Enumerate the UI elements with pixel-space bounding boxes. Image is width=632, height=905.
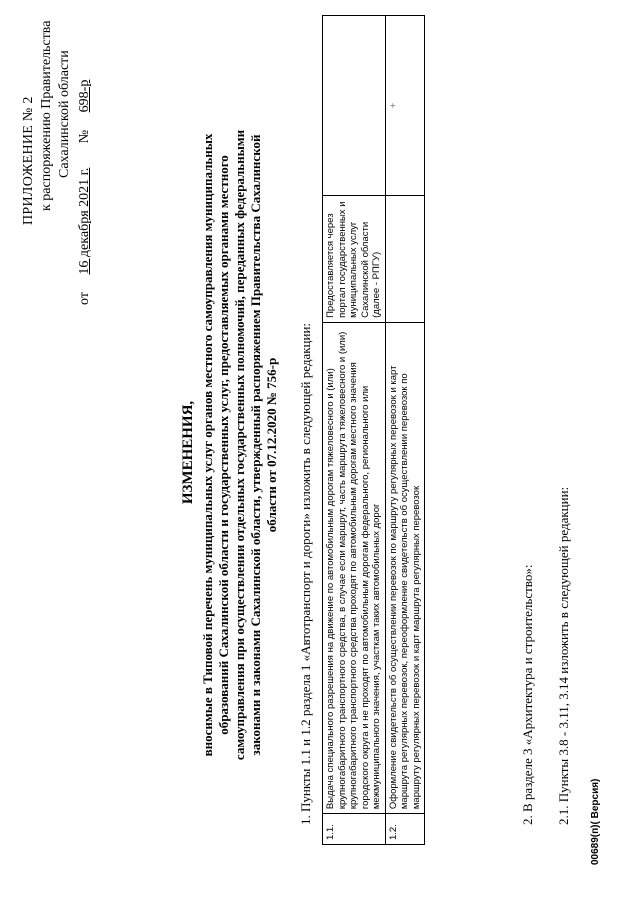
row-mark: + (385, 16, 425, 196)
appendix-line-1: к распоряжению Правительства (39, 20, 54, 211)
services-table (322, 15, 425, 845)
row-description: Оформление свидетельств об осуществлении перевозок по маршруту регулярных перевозок и карт маршрута регулярных перевозок, переоформление свидетельств об осуществлении перевозок по маршруту регулярных перевозок и карт маршрута регулярных перевозок (385, 322, 425, 813)
appendix-number: 698-р (77, 79, 92, 113)
appendix-line-2: Сахалинской области (57, 50, 72, 178)
row-number: 1.2. (385, 814, 425, 845)
appendix-header (20, 15, 94, 305)
number-label: № (77, 129, 92, 144)
row-portal-note (385, 196, 425, 323)
appendix-date: 16 декабря 2021 г. (77, 167, 92, 275)
item-2-1-text: 2.1. Пункты 3.8 - 3.11, 3.14 изложить в следующей редакции: (556, 486, 571, 825)
document-subtitle: вносимые в Типовой перечень муниципальных услуг органов местного самоуправления муниципальных образований Сахалинской области и государственных услуг, предоставляемых органами местного самоуправления при осуществлении отдельных государственных полномочий, переданных федеральными законами и законами Сахалинской области, утвержденный распоряжением Правительства Сахалинской области от 07.12.2020 № 756-р (200, 129, 279, 761)
row-number: 1.1. (323, 814, 386, 845)
item-1-text: 1. Пункты 1.1 и 1.2 раздела 1 «Автотранспорт и дороги» изложить в следующей редакции: (298, 322, 313, 825)
table-row (323, 16, 386, 845)
table-row (385, 16, 425, 845)
row-portal-note: Предоставляется через портал государственных и муниципальных услуг Сахалинской области (далее - РПГУ) (323, 196, 386, 323)
row-mark (323, 16, 386, 196)
document-footer-code: 00689(п)( Версия) (590, 778, 601, 865)
item-2-text: 2. В разделе 3 «Архитектура и строительство»: (520, 564, 535, 825)
appendix-date-row (76, 15, 94, 305)
appendix-title: ПРИЛОЖЕНИЕ № 2 (21, 96, 36, 225)
document-title: ИЗМЕНЕНИЯ, (180, 400, 196, 505)
from-label: от (77, 292, 92, 305)
row-description: Выдача специального разрешения на движение по автомобильным дорогам тяжеловесного и (или) крупногабаритного транспортного средства, в случае если маршрут, часть маршрута тяжеловесного и (или) крупногабаритного транспортного средства проходят по автомобильным дорогам местного значения городского округа и не проходят по автомобильным дорогам федерального, регионального или межмуниципального значения, участкам таких автомобильных дорог (323, 322, 386, 813)
